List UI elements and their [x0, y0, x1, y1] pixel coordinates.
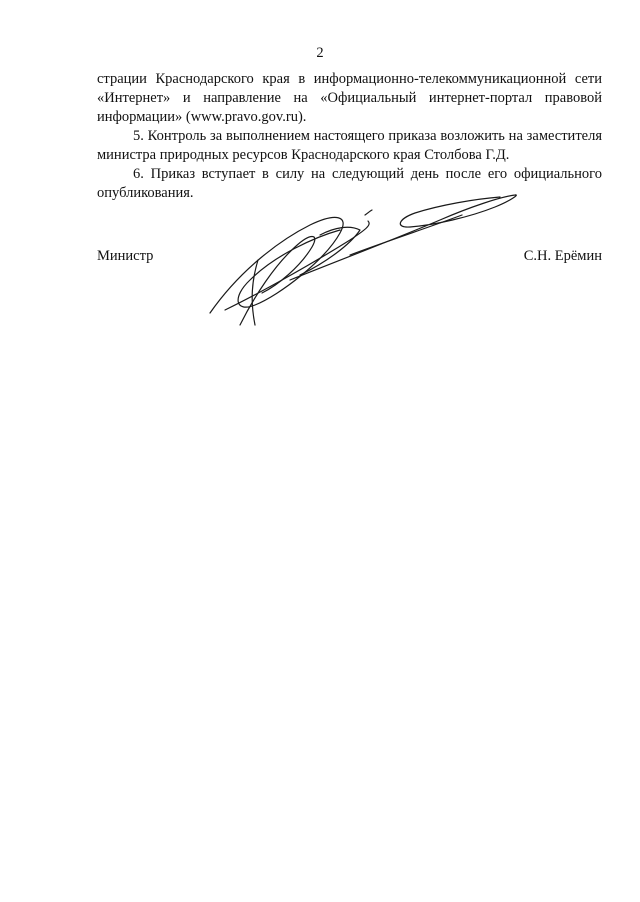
signatory-name: С.Н. Ерёмин [523, 248, 602, 264]
document-body [97, 70, 602, 203]
signatory-title: Министр [97, 248, 154, 264]
paragraph-item-5: 5. Контроль за выполнением настоящего приказа возложить на заместителя министра природных ресурсов Краснодарского края Столбова Г.Д. [97, 128, 602, 163]
page-number: 2 [316, 45, 324, 61]
paragraph-item-6: 6. Приказ вступает в силу на следующий день после его официального опубликования. [97, 166, 602, 201]
signature-block [97, 248, 602, 270]
paragraph-continuation: страции Краснодарского края в информационно-телекоммуникационной сети «Интернет» и направление на «Официальный интернет-портал правовой информации» (www.pravo.gov.ru). [97, 71, 602, 125]
